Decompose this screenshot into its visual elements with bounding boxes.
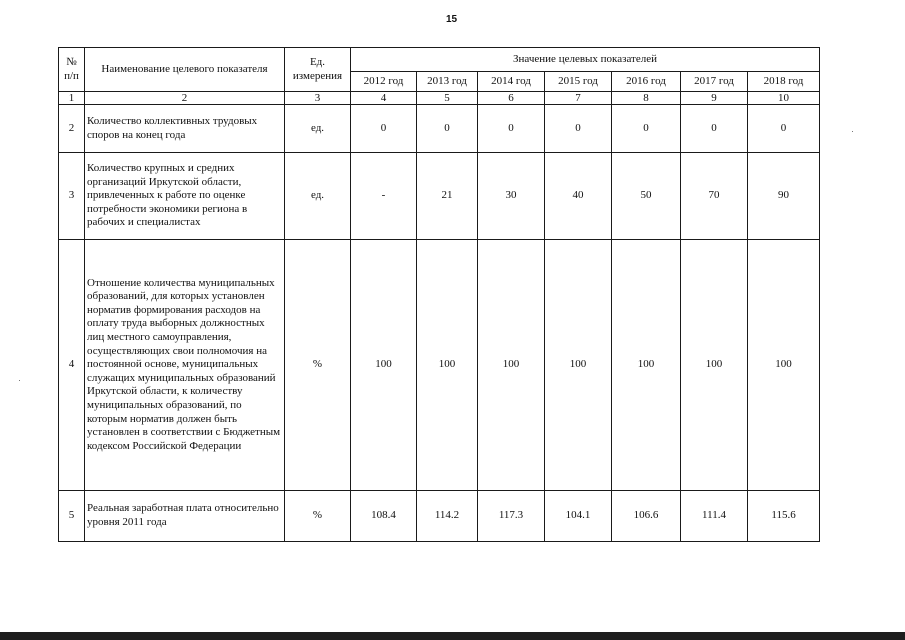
column-number: 7	[545, 92, 612, 105]
row-value: 100	[417, 240, 478, 491]
row-value: 104.1	[545, 491, 612, 542]
header-name-label: Наименование целевого показателя	[101, 62, 268, 75]
row-value: 0	[351, 105, 417, 153]
row-value: 0	[478, 105, 545, 153]
row-unit: %	[285, 240, 351, 491]
row-value: -	[351, 153, 417, 240]
scan-speck	[852, 131, 853, 132]
target-indicators-table	[58, 47, 820, 542]
row-value: 117.3	[478, 491, 545, 542]
row-value: 100	[681, 240, 748, 491]
year-header: 2017 год	[681, 72, 748, 92]
row-unit: ед.	[285, 153, 351, 240]
table-row	[59, 153, 820, 240]
row-value: 100	[351, 240, 417, 491]
header-values-label: Значение целевых показателей	[513, 52, 658, 65]
column-number: 2	[85, 92, 285, 105]
column-number: 4	[351, 92, 417, 105]
row-name: Количество крупных и средних организаций Иркутской области, привлеченных к работе по оценке потребности экономики региона в рабочих и специалистах	[85, 153, 285, 240]
row-value: 40	[545, 153, 612, 240]
row-name: Отношение количества муниципальных образований, для которых установлен норматив формирования расходов на оплату труда выборных должностных лиц местного самоуправления, осуществляющих свои полномочия на постоянной основе, муниципальных служащих муниципальных образований Иркутской области, к количеству муниципальных образований, по которым норматив должен быть установлен в соответствии с Бюджетным кодексом Российской Федерации	[85, 240, 285, 491]
row-value: 100	[612, 240, 681, 491]
row-value: 30	[478, 153, 545, 240]
header-name	[85, 48, 285, 92]
header-num	[59, 48, 85, 92]
column-number: 10	[748, 92, 820, 105]
column-numbers-row	[59, 92, 820, 105]
row-value: 111.4	[681, 491, 748, 542]
year-header: 2015 год	[545, 72, 612, 92]
scan-speck	[19, 380, 20, 381]
row-value: 0	[612, 105, 681, 153]
table-row	[59, 491, 820, 542]
table-row	[59, 105, 820, 153]
row-num: 5	[59, 491, 85, 542]
column-number: 9	[681, 92, 748, 105]
header-num-label: № п/п	[64, 55, 79, 82]
table-row	[59, 240, 820, 491]
year-header: 2016 год	[612, 72, 681, 92]
column-number: 1	[59, 92, 85, 105]
column-number: 3	[285, 92, 351, 105]
row-name: Реальная заработная плата относительно уровня 2011 года	[85, 491, 285, 542]
row-value: 100	[545, 240, 612, 491]
row-value: 100	[478, 240, 545, 491]
row-value: 0	[417, 105, 478, 153]
header-values	[351, 48, 820, 72]
year-header: 2014 год	[478, 72, 545, 92]
row-num: 2	[59, 105, 85, 153]
scan-bottom-edge	[0, 632, 905, 640]
row-value: 100	[748, 240, 820, 491]
header-unit-label: Ед. измерения	[292, 55, 343, 82]
row-value: 114.2	[417, 491, 478, 542]
row-name: Количество коллективных трудовых споров на конец года	[85, 105, 285, 153]
row-value: 0	[545, 105, 612, 153]
row-value: 0	[748, 105, 820, 153]
row-num: 3	[59, 153, 85, 240]
row-value: 108.4	[351, 491, 417, 542]
row-value: 50	[612, 153, 681, 240]
row-unit: %	[285, 491, 351, 542]
year-header: 2018 год	[748, 72, 820, 92]
row-value: 21	[417, 153, 478, 240]
year-header: 2012 год	[351, 72, 417, 92]
row-value: 115.6	[748, 491, 820, 542]
row-value: 0	[681, 105, 748, 153]
row-value: 106.6	[612, 491, 681, 542]
column-number: 6	[478, 92, 545, 105]
year-header: 2013 год	[417, 72, 478, 92]
column-number: 5	[417, 92, 478, 105]
header-unit	[285, 48, 351, 92]
row-value: 90	[748, 153, 820, 240]
page-number: 15	[446, 14, 458, 25]
row-unit: ед.	[285, 105, 351, 153]
row-value: 70	[681, 153, 748, 240]
row-num: 4	[59, 240, 85, 491]
column-number: 8	[612, 92, 681, 105]
